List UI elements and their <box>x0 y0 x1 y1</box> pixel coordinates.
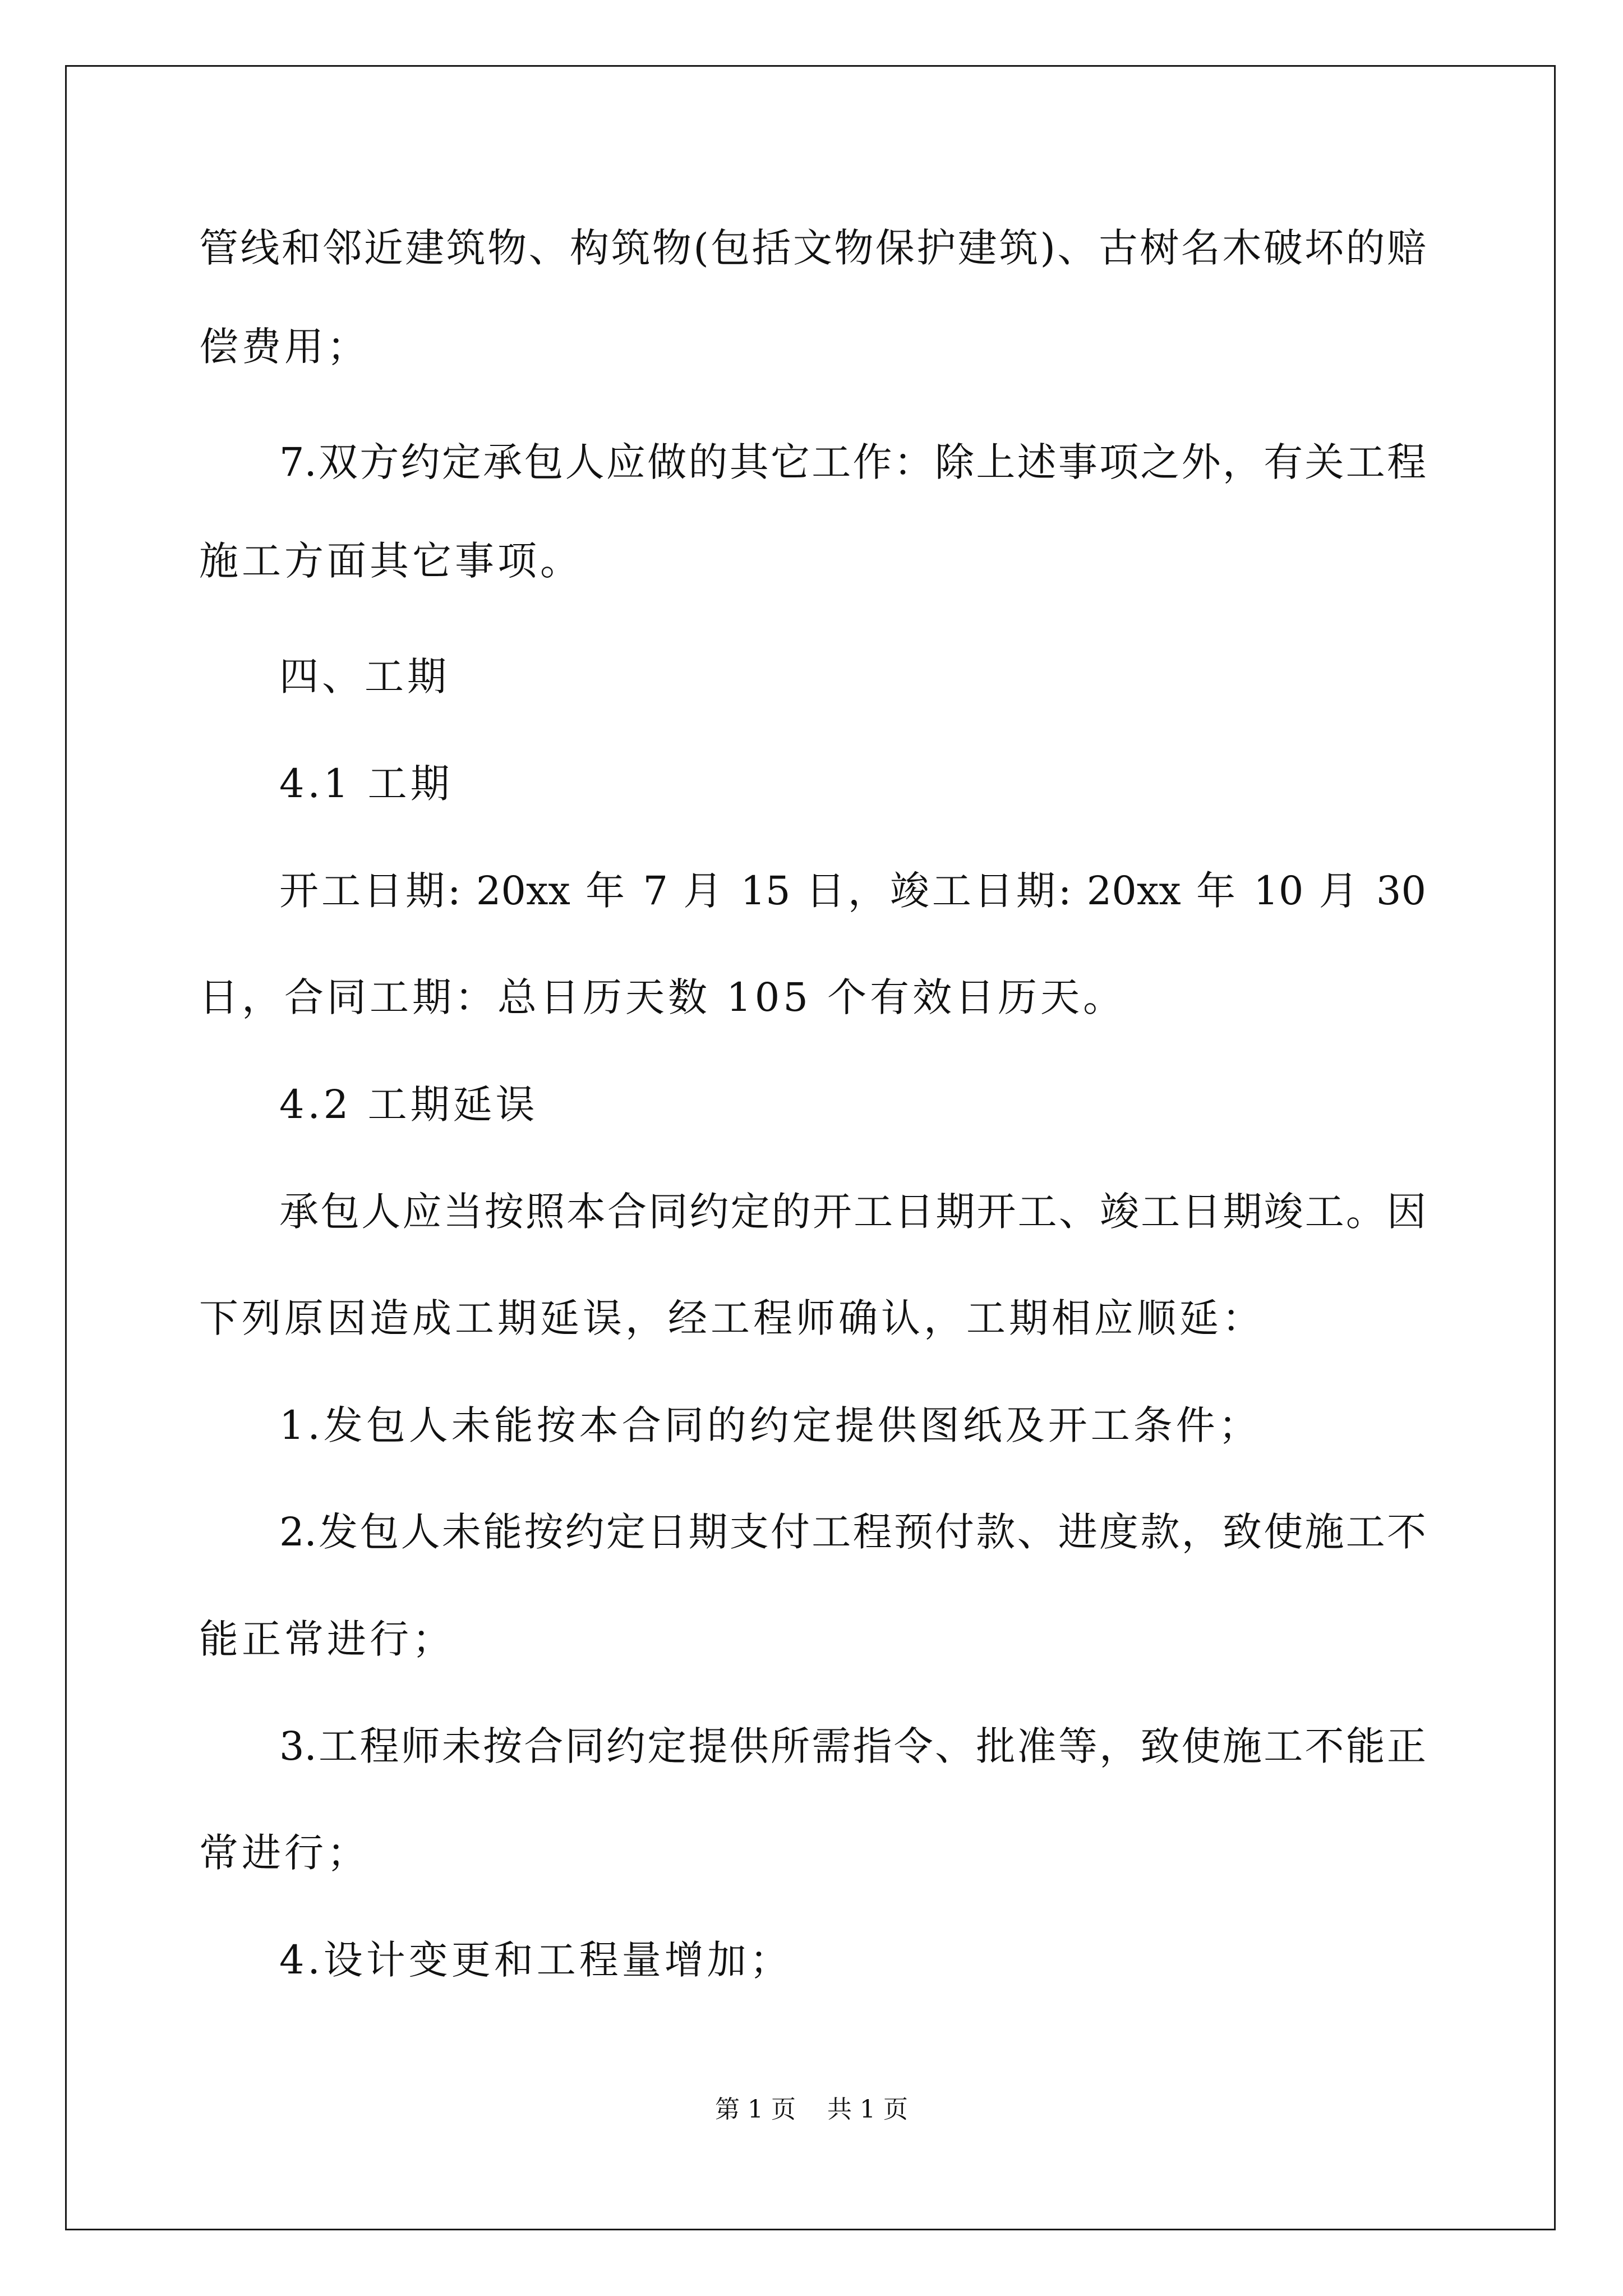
page-number: 第 1 页 <box>715 2095 796 2124</box>
list-item-1: 1.发包人未能按本合同的约定提供图纸及开工条件； <box>279 1402 1261 1448</box>
list-item-2-cont: 能正常进行； <box>199 1616 455 1662</box>
text-line-11: 下列原因造成工期延误，经工程师确认，工期相应顺延： <box>199 1295 1265 1341</box>
list-item-4: 4.设计变更和工程量增加； <box>279 1937 792 1983</box>
subsection-heading-4-1: 4.1 工期 <box>279 761 453 807</box>
text-line-7: 开工日期: 20xx 年 7 月 15 日，竣工日期: 20xx 年 10 月 30 <box>279 868 1426 914</box>
text-line-3: 7.双方约定承包人应做的其它工作：除上述事项之外，有关工程 <box>279 439 1426 485</box>
section-heading: 四、工期 <box>279 654 450 700</box>
page-footer <box>0 2093 1623 2127</box>
page-total: 共 1 页 <box>827 2095 908 2124</box>
text-line-10: 承包人应当按照本合同约定的开工日期开工、竣工日期竣工。因 <box>279 1189 1426 1235</box>
page-border <box>65 65 1556 2230</box>
text-line-4: 施工方面其它事项。 <box>199 538 583 584</box>
text-line-8: 日，合同工期：总日历天数 105 个有效日历天。 <box>199 974 1126 1020</box>
list-item-3-cont: 常进行； <box>199 1830 370 1876</box>
text-line-1: 管线和邻近建筑物、构筑物(包括文物保护建筑)、古树名木破坏的赔 <box>199 225 1426 271</box>
text-line-2: 偿费用； <box>199 324 370 370</box>
list-item-2: 2.发包人未能按约定日期支付工程预付款、进度款，致使施工不 <box>279 1509 1426 1555</box>
list-item-3: 3.工程师未按合同约定提供所需指令、批准等，致使施工不能正 <box>279 1723 1426 1769</box>
subsection-heading-4-2: 4.2 工期延误 <box>279 1082 538 1128</box>
